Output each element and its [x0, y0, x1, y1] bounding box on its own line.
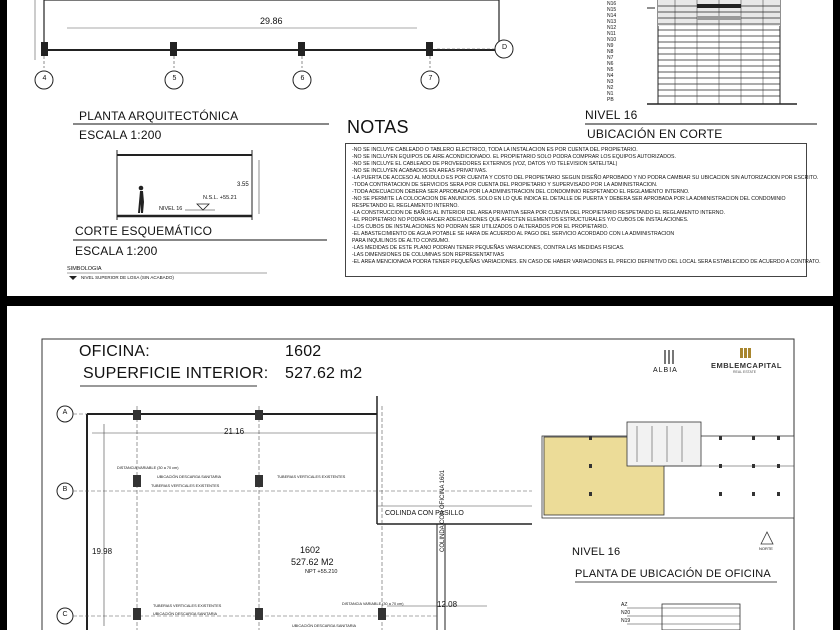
- nota-line: -EL AREA MENCIONADA PODRA TENER PEQUEÑAS VARIACIONES. EN CASO DE HABER VARIACIONES EL PRECIO DEFINITIVO DEL LOCAL SERA ESTABLECIDO DE ACUERDO A CONTRATO.: [352, 259, 821, 265]
- nota-line: -NO SE INCLUYE EL CABLEADO DE PROVEEDORES EXTERNOS (VOZ, DATOS Y/O TELEVISION SATELITAL): [352, 161, 618, 167]
- level-label: N13: [607, 19, 617, 25]
- nota-line: -LA PUERTA DE ACCESO AL MODULO ES POR CUENTA Y COSTO DEL PROPIETARIO SEGUN DISEÑO APROBADO Y NO PODRA CAMBIAR SU UBICACION SIN AUTORIZACION POR ESCRITO.: [352, 175, 819, 181]
- corte-level: NIVEL 16: [159, 206, 183, 212]
- level-label: N10: [607, 37, 617, 43]
- level-label: N4: [607, 73, 614, 79]
- dimension-side: 19.98: [92, 547, 113, 556]
- level-label: AZ: [621, 602, 628, 608]
- level-label: N3: [607, 79, 614, 85]
- albia-logo: ALBIA: [653, 367, 678, 374]
- nota-line: -TODA CONTRATACION DE SERVICIOS SERA POR CUENTA DEL PROPIETARIO Y SUPERVISADO POR LA ADMINISTRACION.: [352, 182, 658, 188]
- nota-line: -LOS CUBOS DE INSTALACIONES NO PODRAN SER UTILIZADOS O ALTERADOS POR EL PROPIETARIO.: [352, 224, 609, 230]
- grid-bubble-6: 6: [300, 75, 305, 82]
- notas-title: NOTAS: [347, 117, 409, 137]
- annotation: UBICACIÓN DESCARGA SANITARIA: [157, 475, 222, 479]
- dimension-top: 21.16: [224, 427, 245, 436]
- grid-bubble-c: C: [62, 611, 68, 618]
- colinda-pasillo: COLINDA CON PASILLO: [385, 510, 464, 517]
- level-label: N20: [621, 610, 631, 616]
- simbologia-item: NIVEL SUPERIOR DE LOSA (SIN ACABADO): [81, 275, 174, 280]
- grid-bubble-4: 4: [42, 75, 47, 82]
- corte-title: CORTE ESQUEMÁTICO: [75, 224, 213, 238]
- level-label: N1: [607, 91, 614, 97]
- planta-scale: ESCALA 1:200: [79, 128, 162, 142]
- nota-line: -EL ABASTECIMIENTO DE AGUA POTABLE SE HARA DE ACUERDO AL PAGO DEL SERVICIO ACORDADO CON LA ADMINISTRACION: [352, 231, 675, 237]
- annotation: TUBERIAS VERTICALES EXISTENTES: [151, 484, 220, 488]
- corte-height: 3.55: [237, 182, 249, 188]
- room-npt: NPT +55.210: [305, 569, 338, 575]
- room-number: 1602: [300, 545, 321, 555]
- nota-line: -EL PROPIETARIO NO PODRA HACER ADECUACIONES QUE AFECTEN ELEMENTOS ESTRUCTURALES Y/O CUBOS DE INSTALACIONES.: [352, 217, 689, 223]
- corte-nsl: N.S.L. +55.21: [203, 195, 237, 201]
- grid-bubble-d: D: [501, 44, 508, 51]
- simbologia-title: SIMBOLOGIA: [67, 266, 102, 272]
- level-label: N19: [621, 618, 631, 624]
- dimension-lower: 12.08: [437, 600, 458, 609]
- oficina-value: 1602: [285, 343, 322, 360]
- annotation: UBICACIÓN DESCARGA SANITARIA: [153, 612, 218, 616]
- superficie-value: 527.62 m2: [285, 365, 363, 382]
- level-label: N12: [607, 25, 617, 31]
- emblem-capital-sub: REAL ESTATE: [733, 370, 757, 374]
- level-label: N16: [607, 1, 617, 7]
- grid-bubble-b: B: [62, 486, 68, 493]
- nota-line: -LA CONSTRUCCION DE BAÑOS AL INTERIOR DEL AREA PRIVATIVA SERA POR CUENTA DEL PROPIETARIO RESPETANDO EL REGLAMENTO INTERNO.: [352, 210, 725, 216]
- level-label: N8: [607, 49, 614, 55]
- level-labels: [607, 1, 616, 103]
- notas-box: [345, 143, 821, 277]
- level-label: PB: [607, 97, 614, 103]
- annotation: DISTANCIA VARIABLE (30 a 70 cm): [342, 602, 404, 606]
- annotation: TUBERIAS VERTICALES EXISTENTES: [277, 475, 346, 479]
- grid-bubble-5: 5: [172, 75, 177, 82]
- dimension-label: 29.86: [260, 16, 283, 26]
- level-label: N2: [607, 85, 614, 91]
- superficie-label: SUPERFICIE INTERIOR:: [83, 365, 269, 382]
- level-label: N6: [607, 61, 614, 67]
- nota-line: -LAS DIMENSIONES DE COLUMNAS SON REPRESENTATIVAS: [352, 252, 504, 258]
- nota-line: -NO SE INCLUYEN ACABADOS EN AREAS PRIVATIVAS.: [352, 168, 488, 174]
- corte-scale: ESCALA 1:200: [75, 244, 158, 258]
- room-area: 527.62 M2: [291, 557, 334, 567]
- nivel-title: NIVEL 16: [585, 108, 638, 122]
- nota-line: -NO SE INCLUYEN EQUIPOS DE AIRE ACONDICIONADO. EL PROPIETARIO SOLO PODRA COMPRAR LOS EQUIPOS AUTORIZADOS.: [352, 154, 676, 160]
- level-label: N11: [607, 31, 616, 37]
- level-label: N5: [607, 67, 614, 73]
- level-label: N9: [607, 43, 614, 49]
- level-label: N14: [607, 13, 617, 19]
- oficina-label: OFICINA:: [79, 343, 150, 360]
- colinda-oficina: COLINDA CON OFICINA 1601: [440, 469, 446, 552]
- nota-line: -TODA ADECUACION DEBERA SER APROBADA POR LA ADMINISTRACION DEL CONDOMINIO RESPETANDO EL REGLAMENTO INTERNO.: [352, 189, 690, 195]
- emblem-capital-logo: EMBLEMCAPITAL: [711, 361, 782, 370]
- nivel-label: NIVEL 16: [572, 546, 621, 558]
- north-label: NORTE: [759, 546, 773, 551]
- grid-bubble-a: A: [62, 409, 68, 416]
- nota-line: -NO SE INCLUYE CABLEADO O TABLERO ELECTRICO, TODA LA INSTALACION ES POR CUENTA DEL PROPIETARIO.: [352, 147, 638, 153]
- nota-line: -LAS MEDIDAS DE ESTE PLANO PODRAN TENER PEQUEÑAS VARIACIONES, CONTRA LAS MEDIDAS FISICAS.: [352, 245, 625, 251]
- annotation: UBICACIÓN DESCARGA SANITARIA: [292, 624, 357, 628]
- top-drawing-sheet: [7, 0, 833, 296]
- ubicacion-title: UBICACIÓN EN CORTE: [587, 127, 723, 141]
- planta-ubicacion-title: PLANTA DE UBICACIÓN DE OFICINA: [575, 568, 771, 580]
- level-label: N15: [607, 7, 617, 13]
- planta-title: PLANTA ARQUITECTÓNICA: [79, 109, 239, 123]
- bottom-drawing-sheet: [7, 306, 833, 630]
- annotation: DISTANCIA VARIABLE (30 a 70 cm): [117, 466, 179, 470]
- level-label: N7: [607, 55, 614, 61]
- nota-line: RESPETANDO EL REGLAMENTO INTERNO.: [352, 203, 459, 209]
- annotation: TUBERIAS VERTICALES EXISTENTES: [153, 604, 222, 608]
- nota-line: -NO SE PERMITE LA COLOCACION DE ANUNCIOS. SOLO EN LO QUE INDICA EL DETALLE DE PUERTA Y DEBERA SER APROBADA POR LA ADMINISTRACION DEL CONDOMINIO: [352, 196, 786, 202]
- grid-bubble-7: 7: [428, 75, 433, 82]
- nota-line: PARA INQUILINOS DE ALTO CONSUMO.: [352, 238, 450, 244]
